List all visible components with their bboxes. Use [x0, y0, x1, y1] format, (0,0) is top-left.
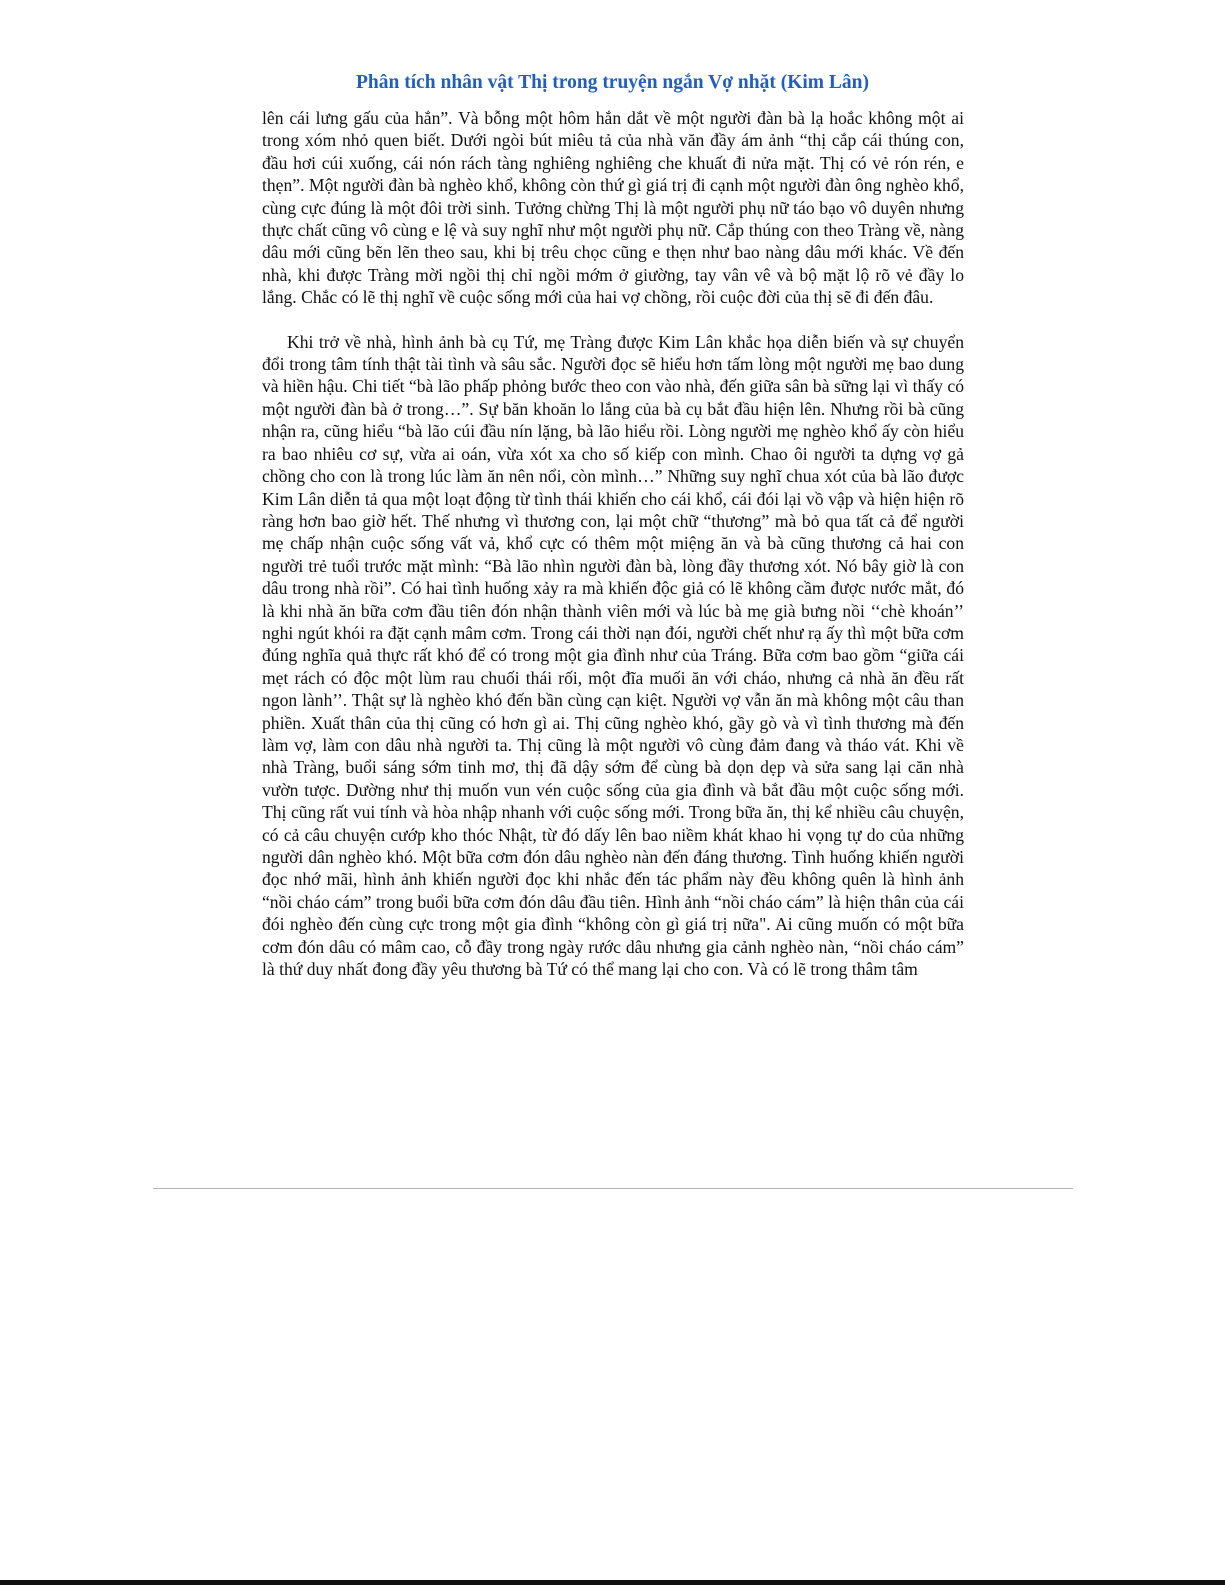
- paragraph: lên cái lưng gấu của hắn”. Và bỗng một hôm hắn dắt về một người đàn bà lạ hoắc không một ai trong xóm nhỏ quen biết. Dưới ngòi bút miêu tả của nhà văn đầy ám ảnh “thị cắp cái thúng con, đầu hơi cúi xuống, cái nón rách tàng nghiêng nghiêng che khuất đi nửa mặt. Thị có vẻ rón rén, e thẹn”. Một người đàn bà nghèo khổ, không còn thứ gì giá trị đi cạnh một người đàn ông nghèo khổ, cùng cực đúng là một đôi trời sinh. Tưởng chừng Thị là một người phụ nữ táo bạo vô duyên nhưng thực chất cũng vô cùng e lệ và suy nghĩ như một người phụ nữ. Cắp thúng con theo Tràng về, nàng dâu mới cũng bẽn lẽn theo sau, khi bị trêu chọc cũng e thẹn như bao nàng dâu mới khác. Về đến nhà, khi được Tràng mời ngồi thị chỉ ngồi mớm ở giường, tay vân vê và bộ mặt lộ rõ vẻ đầy lo lắng. Chắc có lẽ thị nghĩ về cuộc sống mới của hai vợ chồng, rồi cuộc đời của thị sẽ đi đến đâu.: [262, 108, 964, 308]
- paragraph: Khi trở về nhà, hình ảnh bà cụ Tứ, mẹ Tràng được Kim Lân khắc họa diễn biến và sự chuyển đổi trong tâm tính thật tài tình và sâu sắc. Người đọc sẽ hiểu hơn tấm lòng một người mẹ bao dung và hiền hậu. Chi tiết “bà lão phấp phỏng bước theo con vào nhà, đến giữa sân bà sững lại vì thấy có một người đàn bà ở trong…”. Sự băn khoăn lo lắng của bà cụ bắt đầu hiện lên. Nhưng rồi bà cũng nhận ra, cũng hiểu “bà lão cúi đầu nín lặng, bà lão hiểu rồi. Lòng người mẹ nghèo khổ ấy còn hiểu ra bao nhiêu cơ sự, vừa ai oán, vừa xót xa cho số kiếp con mình. Chao ôi người ta dựng vợ gả chồng cho con là trong lúc làm ăn nên nổi, còn mình…” Những suy nghĩ chua xót của bà lão được Kim Lân diễn tả qua một loạt động từ tình thái khiến cho cái khổ, cái đói lại vồ vập và hiện hiện rõ ràng hơn bao giờ hết. Thế nhưng vì thương con, lại một chữ “thương” mà bỏ qua tất cả để người mẹ chấp nhận cuộc sống vất vả, khổ cực có thêm một miệng ăn và bà cũng thương cả hai con người trẻ tuổi trước mặt mình: “Bà lão nhìn người đàn bà, lòng đầy thương xót. Nó bây giờ là con dâu trong nhà rồi”. Có hai tình huống xảy ra mà khiến độc giả có lẽ không cầm được nước mắt, đó là khi nhà ăn bữa cơm đầu tiên đón nhận thành viên mới và lúc bà mẹ già bưng nồi ‘‘chè khoán’’ nghi ngút khói ra đặt cạnh mâm cơm. Trong cái thời nạn đói, người chết như rạ ấy thì một bữa cơm đúng nghĩa quả thực rất khó để có trong một gia đình như của Tráng. Bữa cơm bao gồm “giữa cái mẹt rách có độc một lùm rau chuối thái rối, một đĩa muối ăn với cháo, nhưng cả nhà ăn đều rất ngon lành’’. Thật sự là nghèo khó đến bần cùng cạn kiệt. Người vợ vẫn ăn mà không một câu than phiền. Xuất thân của thị cũng có hơn gì ai. Thị cũng nghèo khó, gầy gò và vì tình thương mà đến làm vợ, làm con dâu nhà người ta. Thị cũng là một người vô cùng đảm đang và tháo vát. Khi về nhà Tràng, buổi sáng sớm tinh mơ, thị đã dậy sớm để cùng bà dọn dẹp và sửa sang lại căn nhà vườn tược. Dường như thị muốn vun vén cuộc sống của gia đình và bắt đầu một cuộc sống mới. Thị cũng rất vui tính và hòa nhập nhanh với cuộc sống mới. Trong bữa ăn, thị kể nhiều câu chuyện, có cả câu chuyện cướp kho thóc Nhật, từ đó dấy lên bao niềm khát khao hi vọng tự do của những người dân nghèo khó. Một bữa cơm đón dâu nghèo nàn đến đáng thương. Tình huống khiến người đọc nhớ mãi, hình ảnh khiến người đọc khi nhắc đến tác phẩm này đều không quên là hình ảnh “nồi cháo cám” trong buổi bữa cơm đón dâu đầu tiên. Hình ảnh “nồi cháo cám” là hiện thân của cái đói nghèo đến cùng cực trong một gia đình “không còn gì giá trị nữa". Ai cũng muốn có một bữa cơm đón dâu có mâm cao, cỗ đầy trong ngày rước dâu nhưng gia cảnh nghèo nàn, “nồi cháo cám” là thứ duy nhất đong đầy yêu thương bà Tứ có thể mang lại cho con. Và có lẽ trong thâm tâm: [262, 331, 964, 980]
- footer-divider: [153, 1188, 1073, 1189]
- page-bottom-border: [0, 1580, 1225, 1585]
- document-title: Phân tích nhân vật Thị trong truyện ngắn Vợ nhặt (Kim Lân): [355, 72, 870, 93]
- document-body: [262, 107, 964, 980]
